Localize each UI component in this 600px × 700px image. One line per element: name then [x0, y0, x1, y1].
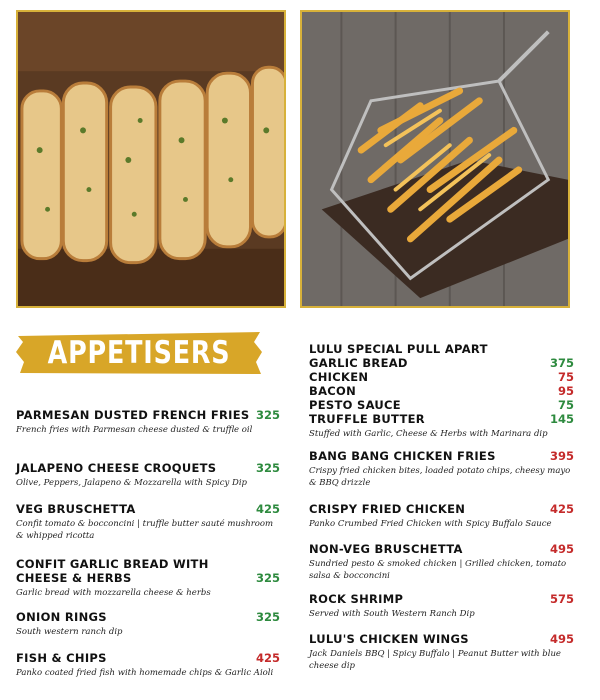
menu-item — [16, 502, 280, 542]
menu-item — [16, 610, 280, 638]
option-price: 95 — [557, 384, 574, 398]
option-price: 375 — [549, 356, 574, 370]
section-title: APPETISERS — [47, 335, 231, 371]
item-price: 325 — [255, 571, 280, 585]
pull-apart-item — [309, 342, 574, 440]
item-name-line1: CONFIT GARLIC BREAD WITH — [16, 557, 209, 571]
item-description: Jack Daniels BBQ | Spicy Buffalo | Peanut Butter with blue cheese dip — [309, 649, 561, 671]
option-name: CHICKEN — [309, 370, 369, 384]
item-name: ROCK SHRIMP — [309, 592, 404, 606]
item-name-line2: CHEESE & HERBS — [16, 571, 132, 585]
menu-item — [309, 449, 574, 489]
item-name: ONION RINGS — [16, 610, 107, 624]
item-price: 395 — [549, 449, 574, 463]
option-name: PESTO SAUCE — [309, 398, 401, 412]
garlic-bread-photo — [16, 10, 286, 308]
item-name: JALAPENO CHEESE CROQUETS — [16, 461, 217, 475]
menu-item — [16, 651, 280, 679]
item-price: 425 — [255, 651, 280, 665]
item-description: Stuffed with Garlic, Cheese & Herbs with Marinara dip — [309, 429, 548, 439]
menu-item — [309, 502, 574, 530]
item-price: 325 — [255, 461, 280, 475]
option-price: 75 — [557, 398, 574, 412]
item-name: VEG BRUSCHETTA — [16, 502, 136, 516]
item-name: NON-VEG BRUSCHETTA — [309, 542, 463, 556]
menu-item — [309, 542, 574, 582]
item-name: CRISPY FRIED CHICKEN — [309, 502, 466, 516]
appetisers-banner — [14, 330, 264, 376]
item-name: BANG BANG CHICKEN FRIES — [309, 449, 496, 463]
item-description: Panko Crumbed Fried Chicken with Spicy Buffalo Sauce — [309, 519, 552, 529]
item-description: South western ranch dip — [16, 627, 123, 637]
menu-item — [309, 632, 574, 672]
item-price: 425 — [255, 502, 280, 516]
item-description: Panko coated fried fish with homemade chips & Garlic Aioli — [16, 668, 274, 678]
item-description: Sundried pesto & smoked chicken | Grilled chicken, tomato salsa & bocconcini — [309, 559, 567, 581]
item-price: 325 — [255, 610, 280, 624]
option-price: 145 — [549, 412, 574, 426]
item-description: Olive, Peppers, Jalapeno & Mozzarella with Spicy Dip — [16, 478, 247, 488]
item-description: Served with South Western Ranch Dip — [309, 609, 475, 619]
item-description: French fries with Parmesan cheese dusted & truffle oil — [16, 425, 253, 435]
french-fries-basket-photo — [300, 10, 570, 308]
option-price: 75 — [557, 370, 574, 384]
menu-item — [16, 557, 280, 599]
item-description: Confit tomato & bocconcini | truffle butter sauté mushroom & whipped ricotta — [16, 519, 274, 541]
item-name: LULU'S CHICKEN WINGS — [309, 632, 469, 646]
option-name: GARLIC BREAD — [309, 356, 408, 370]
item-description: Garlic bread with mozzarella cheese & herbs — [16, 588, 211, 598]
pull-apart-title: LULU SPECIAL PULL APART — [309, 342, 488, 356]
item-price: 495 — [549, 542, 574, 556]
menu-item — [309, 592, 574, 620]
item-name: PARMESAN DUSTED FRENCH FRIES — [16, 408, 250, 422]
item-price: 325 — [255, 408, 280, 422]
item-description: Crispy fried chicken bites, loaded potato chips, cheesy mayo & BBQ drizzle — [309, 466, 571, 488]
menu-item — [16, 461, 280, 489]
item-price: 425 — [549, 502, 574, 516]
option-name: TRUFFLE BUTTER — [309, 412, 425, 426]
menu-item — [16, 408, 280, 436]
item-price: 495 — [549, 632, 574, 646]
item-name: FISH & CHIPS — [16, 651, 107, 665]
option-name: BACON — [309, 384, 357, 398]
item-price: 575 — [549, 592, 574, 606]
